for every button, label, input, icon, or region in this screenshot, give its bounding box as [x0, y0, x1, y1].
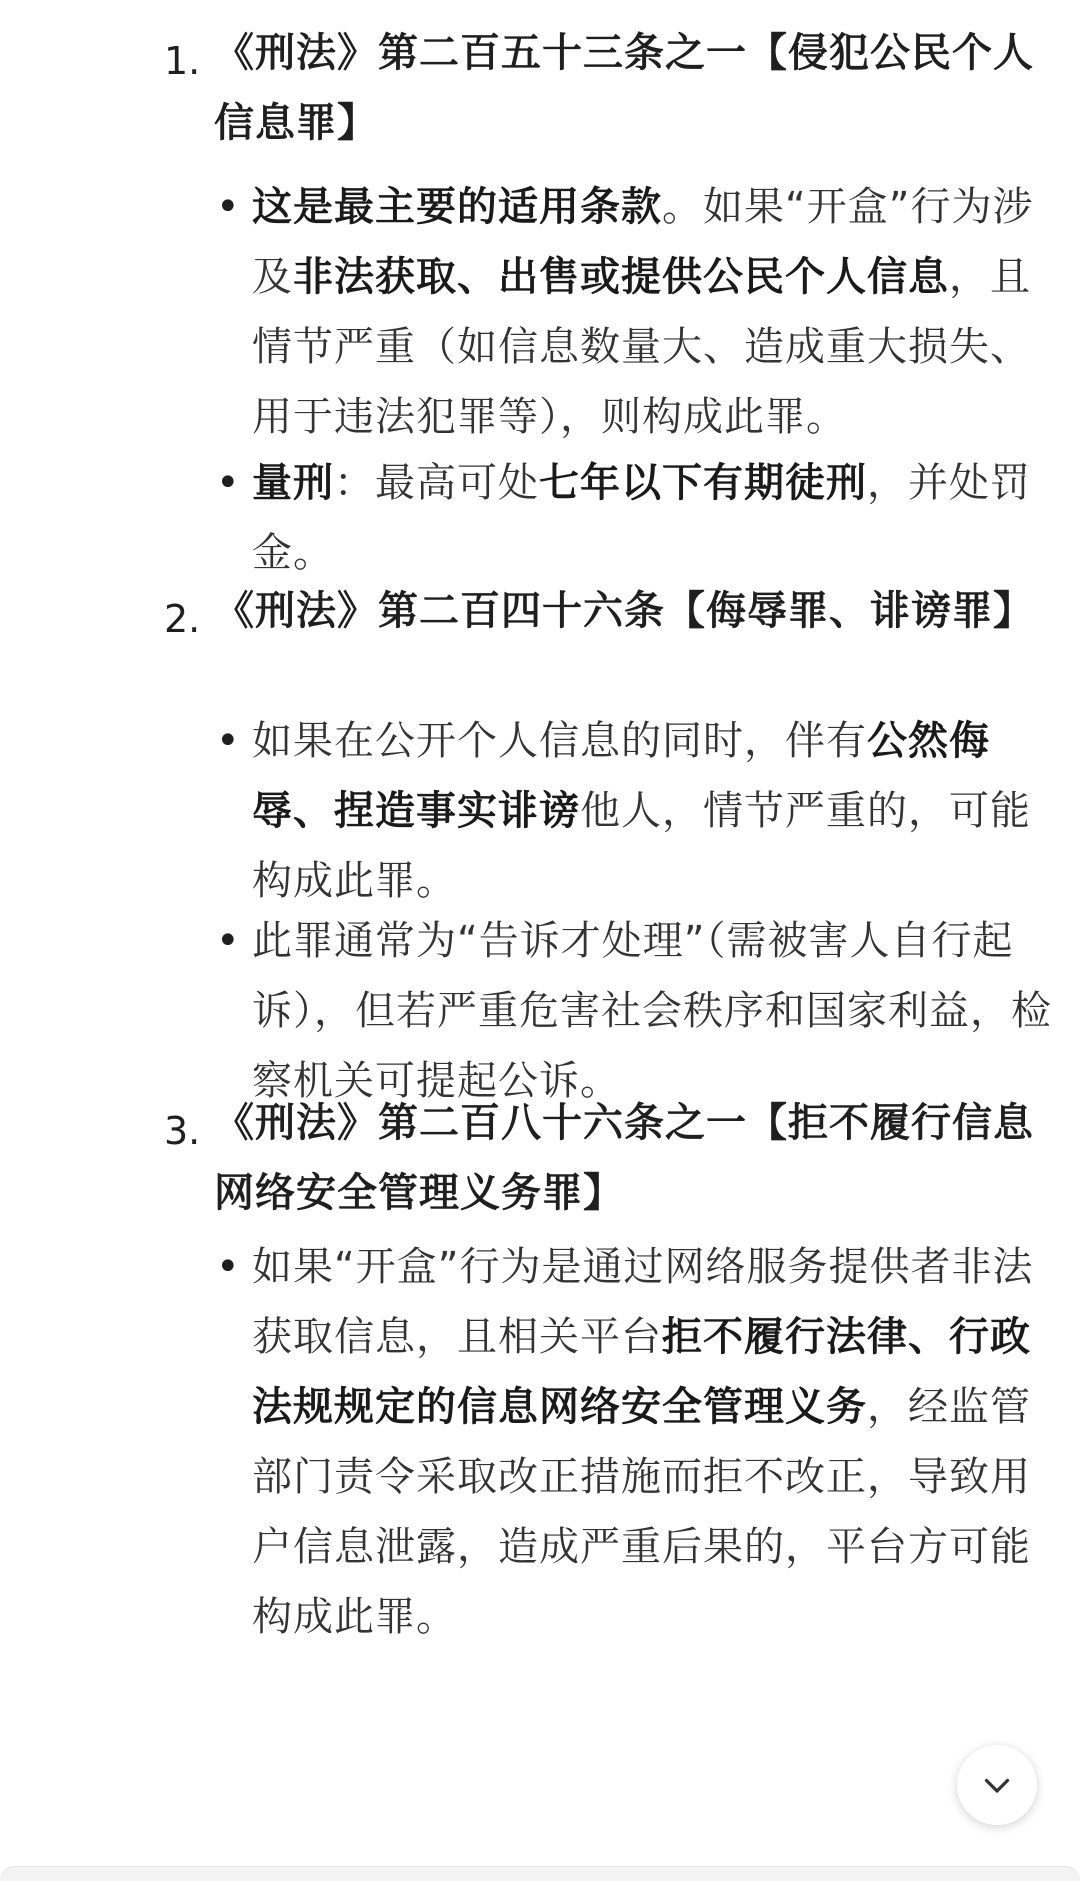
- text-run: ，并处罚金。: [252, 460, 1031, 576]
- text-run: ，经监管部门责令采取改正措施而拒不改正，导致用户信息泄露，造成严重后果的，平台方可能构成此罪。: [252, 1384, 1031, 1640]
- text-run: 如果在公开个人信息的同时，伴有: [252, 718, 867, 764]
- bold-text-run: 量刑: [252, 460, 334, 506]
- text-run: 。如果“开盒”行为涉及: [252, 184, 1034, 300]
- bold-text-run: 非法获取、出售或提供公民个人信息: [293, 254, 949, 300]
- bullet-dot-icon: •: [216, 718, 240, 764]
- item-heading: 《刑法》第二百八十六条之一【拒不履行信息网络安全管理义务罪】: [214, 1100, 1034, 1216]
- bullet-dot-icon: •: [216, 460, 240, 506]
- bullet-text: [252, 448, 1052, 588]
- bullet-text: [252, 172, 1052, 452]
- bold-text-run: 拒不履行法律、行政法规规定的信息网络安全管理义务: [252, 1314, 1031, 1430]
- text-run: 此罪通常为“告诉才处理”（需被害人自行起诉），但若严重危害社会秩序和国家利益，检察机关可提起公诉。: [252, 918, 1052, 1104]
- bullet-text: [252, 1232, 1052, 1652]
- bullet-dot-icon: •: [216, 1244, 240, 1290]
- item-number: 1.: [164, 39, 201, 83]
- bullet-dot-icon: •: [216, 184, 240, 230]
- item-heading: 《刑法》第二百四十六条【侮辱罪、诽谤罪】: [214, 588, 1034, 634]
- bold-text-run: 公然侮辱、捏造事实诽谤: [252, 718, 990, 834]
- bullet-dot-icon: •: [216, 918, 240, 964]
- input-bar-edge: [0, 1866, 1080, 1881]
- chevron-down-icon: [979, 1767, 1015, 1803]
- bold-text-run: 这是最主要的适用条款: [252, 184, 662, 230]
- text-run: 他人，情节严重的，可能构成此罪。: [252, 788, 1031, 904]
- text-run: 如果“开盒”行为是通过网络服务提供者非法获取信息，且相关平台: [252, 1244, 1034, 1360]
- bullet-text: [252, 906, 1052, 1116]
- item-number: 2.: [164, 597, 201, 641]
- bullet-text: [252, 706, 1052, 916]
- bold-text-run: 七年以下有期徒刑: [539, 460, 867, 506]
- text-run: ，且情节严重（如信息数量大、造成重大损失、用于违法犯罪等），则构成此罪。: [252, 254, 1031, 440]
- text-run: ：最高可处: [334, 460, 539, 506]
- item-heading: 《刑法》第二百五十三条之一【侵犯公民个人信息罪】: [214, 30, 1034, 146]
- item-number: 3.: [164, 1109, 201, 1153]
- scroll-to-bottom-button[interactable]: [957, 1745, 1037, 1825]
